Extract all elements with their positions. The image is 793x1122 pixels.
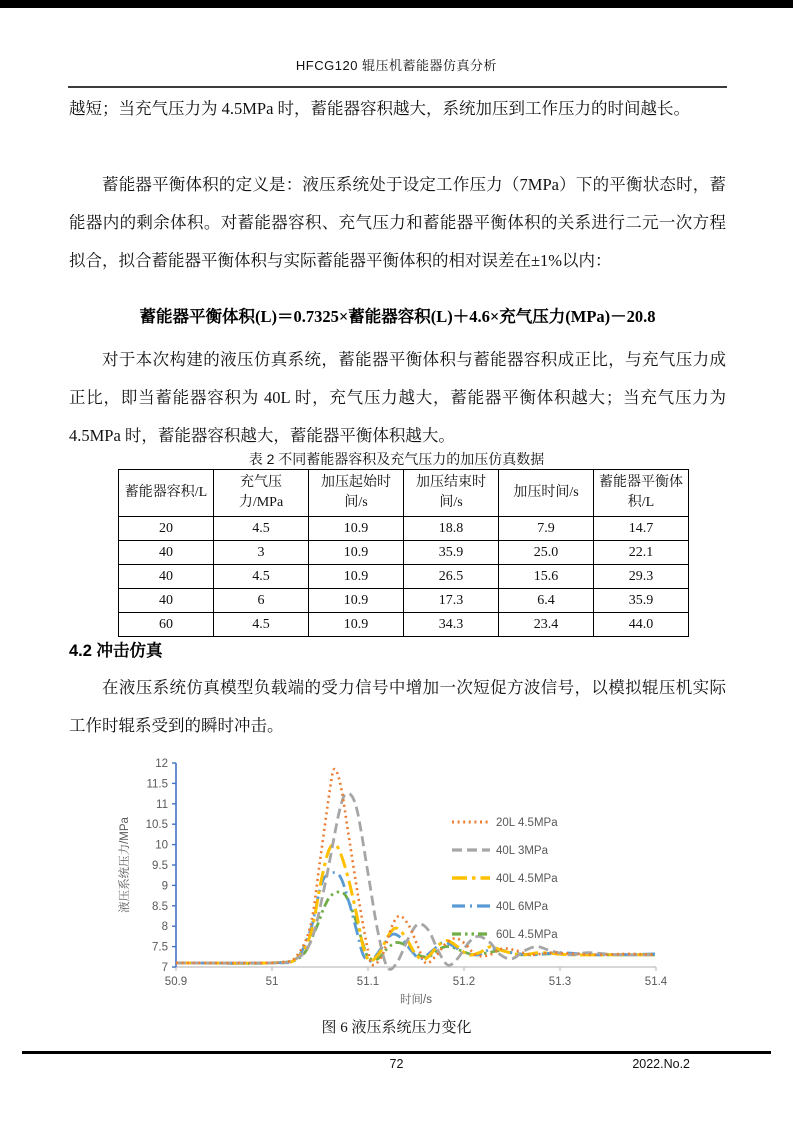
x-tick-label: 51.1 (356, 976, 380, 988)
header-rule (68, 86, 727, 88)
table-header-cell: 蓄能器平衡体积/L (594, 470, 689, 517)
table-cell: 40 (119, 565, 214, 589)
table-cell: 35.9 (404, 541, 499, 565)
section-heading: 4.2 冲击仿真 (69, 642, 163, 660)
table-cell: 34.3 (404, 613, 499, 637)
x-tick-label: 50.9 (164, 976, 188, 988)
x-tick-label: 51.4 (644, 976, 668, 988)
x-tick-label: 51.3 (548, 976, 572, 988)
table-cell: 18.8 (404, 517, 499, 541)
y-tick-label: 9.5 (152, 860, 168, 872)
table-row (119, 517, 689, 541)
table-cell: 35.9 (594, 589, 689, 613)
table-cell: 4.5 (214, 613, 309, 637)
table-cell: 15.6 (499, 565, 594, 589)
table-cell: 40 (119, 589, 214, 613)
table-caption: 表 2 不同蓄能器容积及充气压力的加压仿真数据 (248, 451, 545, 467)
table-body (119, 517, 689, 637)
table-cell: 25.0 (499, 541, 594, 565)
y-axis-title: 液压系统压力/MPa (119, 817, 131, 913)
legend-label: 60L 4.5MPa (496, 929, 558, 941)
legend-label: 40L 4.5MPa (496, 873, 558, 885)
table-row (119, 613, 689, 637)
footer-rule (22, 1051, 771, 1054)
table-cell: 3 (214, 541, 309, 565)
table-header-row (119, 470, 689, 517)
simulation-data-table (118, 469, 689, 637)
scan-edge-bar (0, 0, 793, 8)
table-header-cell: 充气压力/MPa (214, 470, 309, 517)
page-number: 72 (389, 1057, 404, 1071)
figure-caption: 图 6 液压系统压力变化 (321, 1020, 472, 1036)
y-tick-label: 11 (156, 798, 168, 811)
issue-label: 2022.No.2 (632, 1057, 690, 1071)
legend-label: 40L 6MPa (496, 901, 548, 913)
series-40l-4-5mpa (176, 844, 656, 963)
x-tick-label: 51.2 (452, 976, 476, 988)
table-cell: 10.9 (309, 613, 404, 637)
table-cell: 14.7 (594, 517, 689, 541)
table-row (119, 589, 689, 613)
table-cell: 10.9 (309, 517, 404, 541)
equilibrium-volume-formula: 蓄能器平衡体积(L)＝0.7325×蓄能器容积(L)＋4.6×充气压力(MPa)－20.8 (139, 307, 656, 326)
table-head (119, 470, 689, 517)
table-cell: 17.3 (404, 589, 499, 613)
table-cell: 23.4 (499, 613, 594, 637)
table-cell: 6.4 (499, 589, 594, 613)
table-cell: 60 (119, 613, 214, 637)
y-tick-label: 10.5 (145, 819, 168, 832)
table-cell: 4.5 (214, 517, 309, 541)
x-tick-label: 51 (265, 976, 279, 988)
table-row (119, 541, 689, 565)
table-cell: 10.9 (309, 589, 404, 613)
table-cell: 44.0 (594, 613, 689, 637)
table-cell: 7.9 (499, 517, 594, 541)
series-40l-6mpa (176, 873, 656, 964)
paragraph-analysis: 对于本次构建的液压仿真系统，蓄能器平衡体积与蓄能器容积成正比，与充气压力成正比，即当蓄能器容积为 40L 时，充气压力越大，蓄能器平衡体积越大；当充气压力为 4.5MPa 时，蓄能器容积越大，蓄能器平衡体积越大。 (69, 350, 726, 445)
paragraph-definition: 蓄能器平衡体积的定义是：液压系统处于设定工作压力（7MPa）下的平衡状态时，蓄能器内的剩余体积。对蓄能器容积、充气压力和蓄能器平衡体积的关系进行二元一次方程拟合，拟合蓄能器平衡体积与实际蓄能器平衡体积的相对误差在±1%以内： (69, 175, 726, 270)
y-tick-label: 10 (155, 839, 168, 852)
table-cell: 40 (119, 541, 214, 565)
pressure-chart-svg (112, 752, 682, 1014)
legend-label: 20L 4.5MPa (496, 817, 558, 829)
y-tick-label: 7.5 (152, 941, 168, 954)
y-tick-label: 8 (161, 921, 168, 934)
table-cell: 22.1 (594, 541, 689, 565)
pressure-chart (112, 752, 682, 1014)
paragraph-continuation: 越短；当充气压力为 4.5MPa 时，蓄能器容积越大，系统加压到工作压力的时间越长。 (69, 99, 691, 118)
y-tick-label: 11.5 (146, 778, 168, 791)
y-tick-label: 9 (161, 880, 168, 893)
y-tick-label: 7 (161, 962, 168, 974)
x-axis-title: 时间/s (400, 994, 432, 1006)
y-tick-label: 8.5 (152, 900, 168, 913)
table-cell: 26.5 (404, 565, 499, 589)
table-header-cell: 加压结束时间/s (404, 470, 499, 517)
series-20l-4-5mpa (176, 769, 656, 965)
table-cell: 20 (119, 517, 214, 541)
table-header-cell: 加压起始时间/s (309, 470, 404, 517)
table-header-cell: 蓄能器容积/L (119, 470, 214, 517)
table-cell: 6 (214, 589, 309, 613)
table-cell: 4.5 (214, 565, 309, 589)
table-row (119, 565, 689, 589)
table-cell: 29.3 (594, 565, 689, 589)
table-cell: 10.9 (309, 565, 404, 589)
paragraph-impact: 在液压系统仿真模型负载端的受力信号中增加一次短促方波信号，以模拟辊压机实际工作时辊系受到的瞬时冲击。 (69, 678, 726, 735)
running-header: HFCG120 辊压机蓄能器仿真分析 (295, 58, 498, 73)
legend-label: 40L 3MPa (496, 845, 548, 857)
table-header-cell: 加压时间/s (499, 470, 594, 517)
table-cell: 10.9 (309, 541, 404, 565)
y-tick-label: 12 (155, 758, 168, 770)
